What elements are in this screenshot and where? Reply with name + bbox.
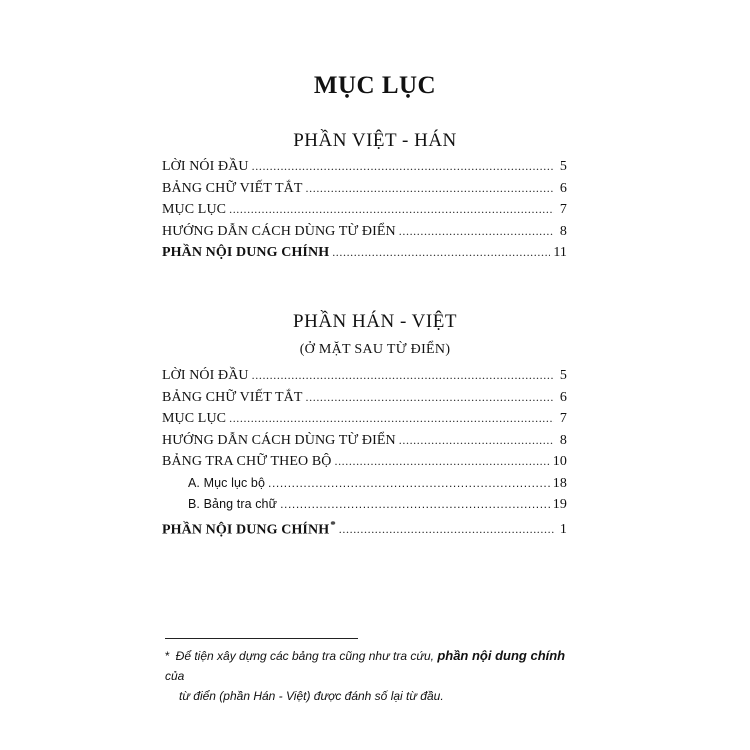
dot-leader	[268, 476, 550, 490]
toc-entry-bang-chu-viet-tat[interactable]	[162, 390, 567, 412]
dot-leader	[399, 224, 554, 239]
toc-entry-label: HƯỚNG DẪN CÁCH DÙNG TỪ ĐIỂN	[162, 223, 396, 239]
toc-entry-noi-dung-chinh[interactable]	[162, 245, 567, 267]
toc-entry-page: 1	[559, 522, 567, 538]
toc-entry-page: 8	[559, 432, 567, 448]
footnote-mark: *	[165, 649, 170, 663]
footnote-divider	[165, 638, 358, 639]
toc-entry-label: BẢNG CHỮ VIẾT TẮT	[162, 180, 303, 196]
dot-leader	[334, 454, 549, 469]
toc-entry-label: MỤC LỤC	[162, 202, 227, 217]
toc-entry-muc-luc[interactable]	[162, 202, 567, 224]
toc-entry-loi-noi-dau[interactable]	[162, 368, 567, 390]
dot-leader	[332, 245, 550, 260]
toc-entry-page: 5	[559, 368, 567, 383]
dot-leader	[252, 368, 554, 383]
toc-entry-page: 19	[552, 497, 567, 512]
toc-subentry-muc-luc-bo[interactable]	[162, 476, 567, 498]
part1-heading: PHẦN VIỆT - HÁN	[293, 130, 457, 151]
toc-entry-page: 18	[552, 475, 567, 491]
toc-entry-label: MỤC LỤC	[162, 411, 227, 426]
part2-toc-list	[162, 368, 567, 540]
toc-entry-label-text: PHẦN NỘI DUNG CHÍNH	[162, 522, 330, 538]
toc-entry-label: BẢNG TRA CHỮ THEO BỘ	[162, 454, 332, 469]
toc-entry-huong-dan[interactable]	[162, 433, 567, 455]
footnote-bold-text: phần nội dung chính	[437, 648, 566, 663]
dot-leader	[339, 522, 554, 537]
toc-entry-label: LỜI NÓI ĐẦU	[162, 368, 249, 383]
toc-entry-page: 7	[559, 202, 567, 217]
toc-entry-page: 6	[559, 389, 567, 405]
part1-toc-list	[162, 159, 567, 267]
dot-leader	[280, 497, 550, 511]
dot-leader	[229, 202, 554, 217]
page-title: MỤC LỤC	[313, 72, 437, 99]
toc-entry-page: 10	[552, 454, 567, 469]
toc-entry-page: 5	[559, 159, 567, 174]
toc-entry-bang-tra-chu[interactable]	[162, 454, 567, 476]
dot-leader	[306, 390, 554, 405]
footnote-marker: *	[330, 518, 336, 531]
dot-leader	[306, 181, 554, 196]
footnote	[165, 646, 585, 706]
toc-entry-label	[162, 519, 336, 539]
toc-entry-bang-chu-viet-tat[interactable]	[162, 181, 567, 203]
toc-subentry-bang-tra-chu[interactable]	[162, 497, 567, 519]
dot-leader	[229, 411, 554, 426]
footnote-line2: từ điển (phần Hán - Việt) được đánh số lại từ đầu.	[179, 689, 444, 703]
toc-entry-label: PHẦN NỘI DUNG CHÍNH	[162, 245, 330, 260]
toc-entry-page: 7	[559, 411, 567, 426]
toc-entry-label: LỜI NÓI ĐẦU	[162, 159, 249, 174]
footnote-text-before: Để tiện xây dựng các bảng tra cũng như tra cứu,	[175, 649, 434, 663]
toc-entry-huong-dan[interactable]	[162, 224, 567, 246]
toc-entry-label: A. Mục lục bộ	[188, 475, 266, 490]
part2-subheading: (Ở MẶT SAU TỪ ĐIỂN)	[299, 342, 451, 357]
footnote-text-after: của	[165, 669, 185, 683]
dot-leader	[399, 433, 554, 448]
toc-entry-page: 6	[559, 180, 567, 196]
toc-entry-noi-dung-chinh[interactable]	[162, 519, 567, 541]
toc-entry-page: 11	[553, 245, 567, 260]
toc-entry-page: 8	[559, 223, 567, 239]
toc-entry-label: B. Bảng tra chữ	[188, 497, 278, 511]
dot-leader	[252, 159, 554, 174]
part2-heading: PHẦN HÁN - VIỆT	[293, 311, 457, 332]
toc-entry-label: HƯỚNG DẪN CÁCH DÙNG TỪ ĐIỂN	[162, 432, 396, 448]
toc-entry-loi-noi-dau[interactable]	[162, 159, 567, 181]
toc-entry-muc-luc[interactable]	[162, 411, 567, 433]
toc-entry-label: BẢNG CHỮ VIẾT TẮT	[162, 389, 303, 405]
